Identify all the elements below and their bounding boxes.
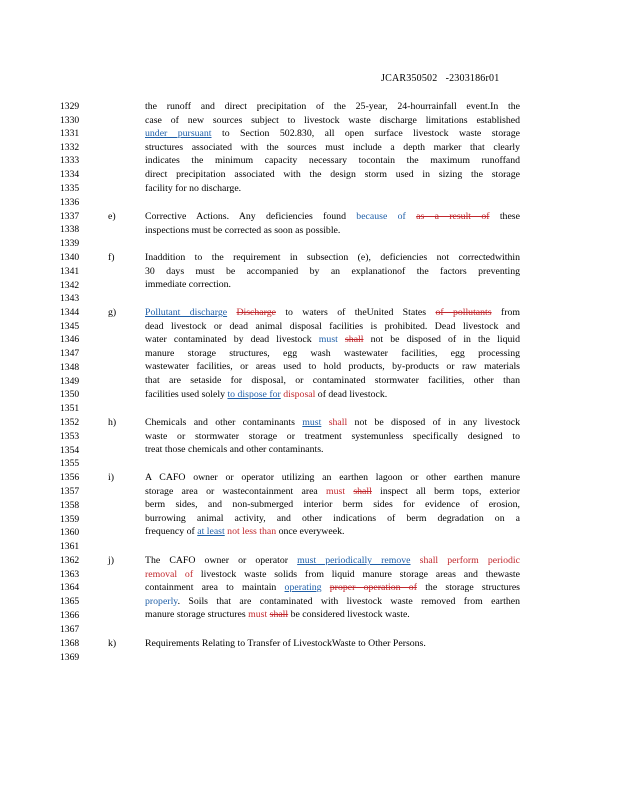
line-number: 1350 [60, 389, 80, 400]
inserted-text: because of [356, 211, 406, 222]
paragraph-e: Corrective Actions. Any deficiencies found because of as a result of these inspections must be corrected as soon as possible. [145, 211, 520, 236]
inserted-text: under pursuant [145, 128, 212, 140]
line-number: 1349 [60, 376, 80, 387]
item-label-f: f) [108, 252, 115, 263]
line-number: 1341 [60, 266, 80, 277]
deleted-text: disposal [280, 388, 316, 400]
inserted-text: must [326, 485, 346, 497]
line-number: 1369 [60, 652, 80, 663]
item-label-j: j) [108, 555, 114, 566]
line-number: 1343 [60, 293, 80, 304]
item-label-h: h) [108, 417, 117, 428]
line-number: 1345 [60, 321, 80, 332]
item-label-e: e) [108, 211, 116, 222]
deleted-text: of pollutants [435, 307, 492, 318]
inserted-text: at least [197, 526, 225, 538]
line-number: 1332 [60, 142, 80, 153]
line-number: 1330 [60, 115, 80, 126]
line-number: 1360 [60, 527, 80, 538]
inserted-text: must [302, 417, 322, 428]
line-number: 1346 [60, 334, 80, 345]
item-label-g: g) [108, 307, 117, 318]
line-number: 1361 [60, 541, 80, 552]
deleted-text: shall [353, 485, 372, 497]
inserted-text: must [318, 334, 338, 346]
line-number: 1340 [60, 252, 80, 263]
line-number: 1367 [60, 624, 80, 635]
line-number: 1342 [60, 280, 80, 291]
line-number: 1333 [60, 155, 80, 166]
line-number: 1364 [60, 582, 80, 593]
paragraph-i: A CAFO owner or operator utilizing an earthen lagoon or other earthen manure storage area or wastecontainment area must shall inspect all berm tops, exterior berm sides, and non-submerged interior berm sides for evidence of erosion, burrowing animal activity, and other indications of berm degradation on a frequency of at least not less than once everyweek. [145, 472, 520, 538]
line-number: 1366 [60, 610, 80, 621]
deleted-text: Discharge [236, 307, 276, 318]
paragraph-f: Inaddition to the requirement in subsection (e), deficiencies not correctedwithin 30 days must be accompanied by an explanationof the factors preventing immediate correction. [145, 252, 520, 291]
deleted-text: shall [321, 417, 348, 428]
paragraph-continuation: the runoff and direct precipitation of the 25-year, 24-hourrainfall event.In the case of new sources subject to livestock waste discharge limitations established under pursuant to Section 502.830, all open surface livestock waste storage structures associated with the sources must include a depth marker that clearly indicates the minimum capacity necessary tocontain the maximum runoffand direct precipitation associated with the design storm used in sizing the storage facility for no discharge. [145, 101, 521, 194]
deleted-text: not less than [224, 526, 277, 538]
line-number: 1356 [60, 472, 80, 483]
paragraph-h: Chemicals and other contaminants must shall not be disposed of in any livestock waste or stormwater storage or treatment systemunless specifically designed to treat those chemicals and other contaminants. [145, 417, 521, 456]
inserted-text: to dispose for [227, 388, 281, 400]
line-number: 1362 [60, 555, 80, 566]
line-number: 1339 [60, 238, 80, 249]
document-id: JCAR350502 [381, 73, 438, 84]
line-number: 1344 [60, 307, 80, 318]
line-number: 1359 [60, 514, 80, 525]
line-number: 1336 [60, 197, 80, 208]
line-number: 1354 [60, 445, 80, 456]
paragraph-g: Pollutant discharge Discharge to waters of theUnited States of pollutants from dead livestock or dead animal disposal facilities is prohibited. Dead livestock and water contaminated by dead livestock must shall not be disposed of in the liquid manure storage structures, egg wash wastewater facilities, egg processing wastewater facilities, or areas used to hold products, by-products or raw materials that are setaside for disposal, or contaminated stormwater facilities, other than facilities used solely to dispose for disposal of dead livestock. [145, 307, 521, 400]
line-number: 1358 [60, 500, 80, 511]
paragraph-k [145, 637, 520, 651]
line-number: 1368 [60, 638, 80, 649]
line-number: 1347 [60, 348, 80, 359]
item-label-k: k) [108, 638, 117, 649]
section-heading: Requirements Relating to Transfer of LivestockWaste to Other Persons. [145, 638, 426, 649]
inserted-text: properly [145, 595, 178, 607]
deleted-text: removal of [145, 568, 194, 580]
deleted-text: shall [269, 609, 289, 621]
line-number: 1357 [60, 486, 80, 497]
line-number: 1363 [60, 569, 80, 580]
deleted-text: shall perform periodic [410, 555, 520, 566]
inserted-text: operating [284, 582, 322, 594]
line-number: 1335 [60, 183, 80, 194]
inserted-text: must [248, 609, 268, 621]
paragraph-j: The CAFO owner or operator must periodically remove shall perform periodic removal of livestock waste solids from liquid manure storage areas and thewaste containment area to maintain operating proper operation of the storage structures properly. Soils that are contaminated with livestock waste removed from earthen manure storage structures must shall be considered livestock waste. [145, 555, 520, 621]
line-number: 1365 [60, 596, 80, 607]
item-label-i: i) [108, 472, 114, 483]
line-number: 1351 [60, 403, 80, 414]
line-number: 1352 [60, 417, 80, 428]
deleted-text: proper operation of [329, 582, 417, 594]
inserted-text: must periodically remove [297, 555, 411, 566]
line-number: 1329 [60, 101, 80, 112]
line-number: 1353 [60, 431, 80, 442]
line-number: 1337 [60, 211, 80, 222]
line-number: 1348 [60, 362, 80, 373]
line-number: 1334 [60, 169, 80, 180]
line-number: 1338 [60, 224, 80, 235]
line-number: 1331 [60, 128, 80, 139]
inserted-text: Pollutant discharge [145, 307, 228, 318]
deleted-text: as a result of [416, 211, 490, 222]
line-number: 1355 [60, 458, 80, 469]
deleted-text: shall [344, 334, 364, 346]
document-header [381, 73, 499, 84]
revision-code: -2303186r01 [445, 73, 500, 84]
